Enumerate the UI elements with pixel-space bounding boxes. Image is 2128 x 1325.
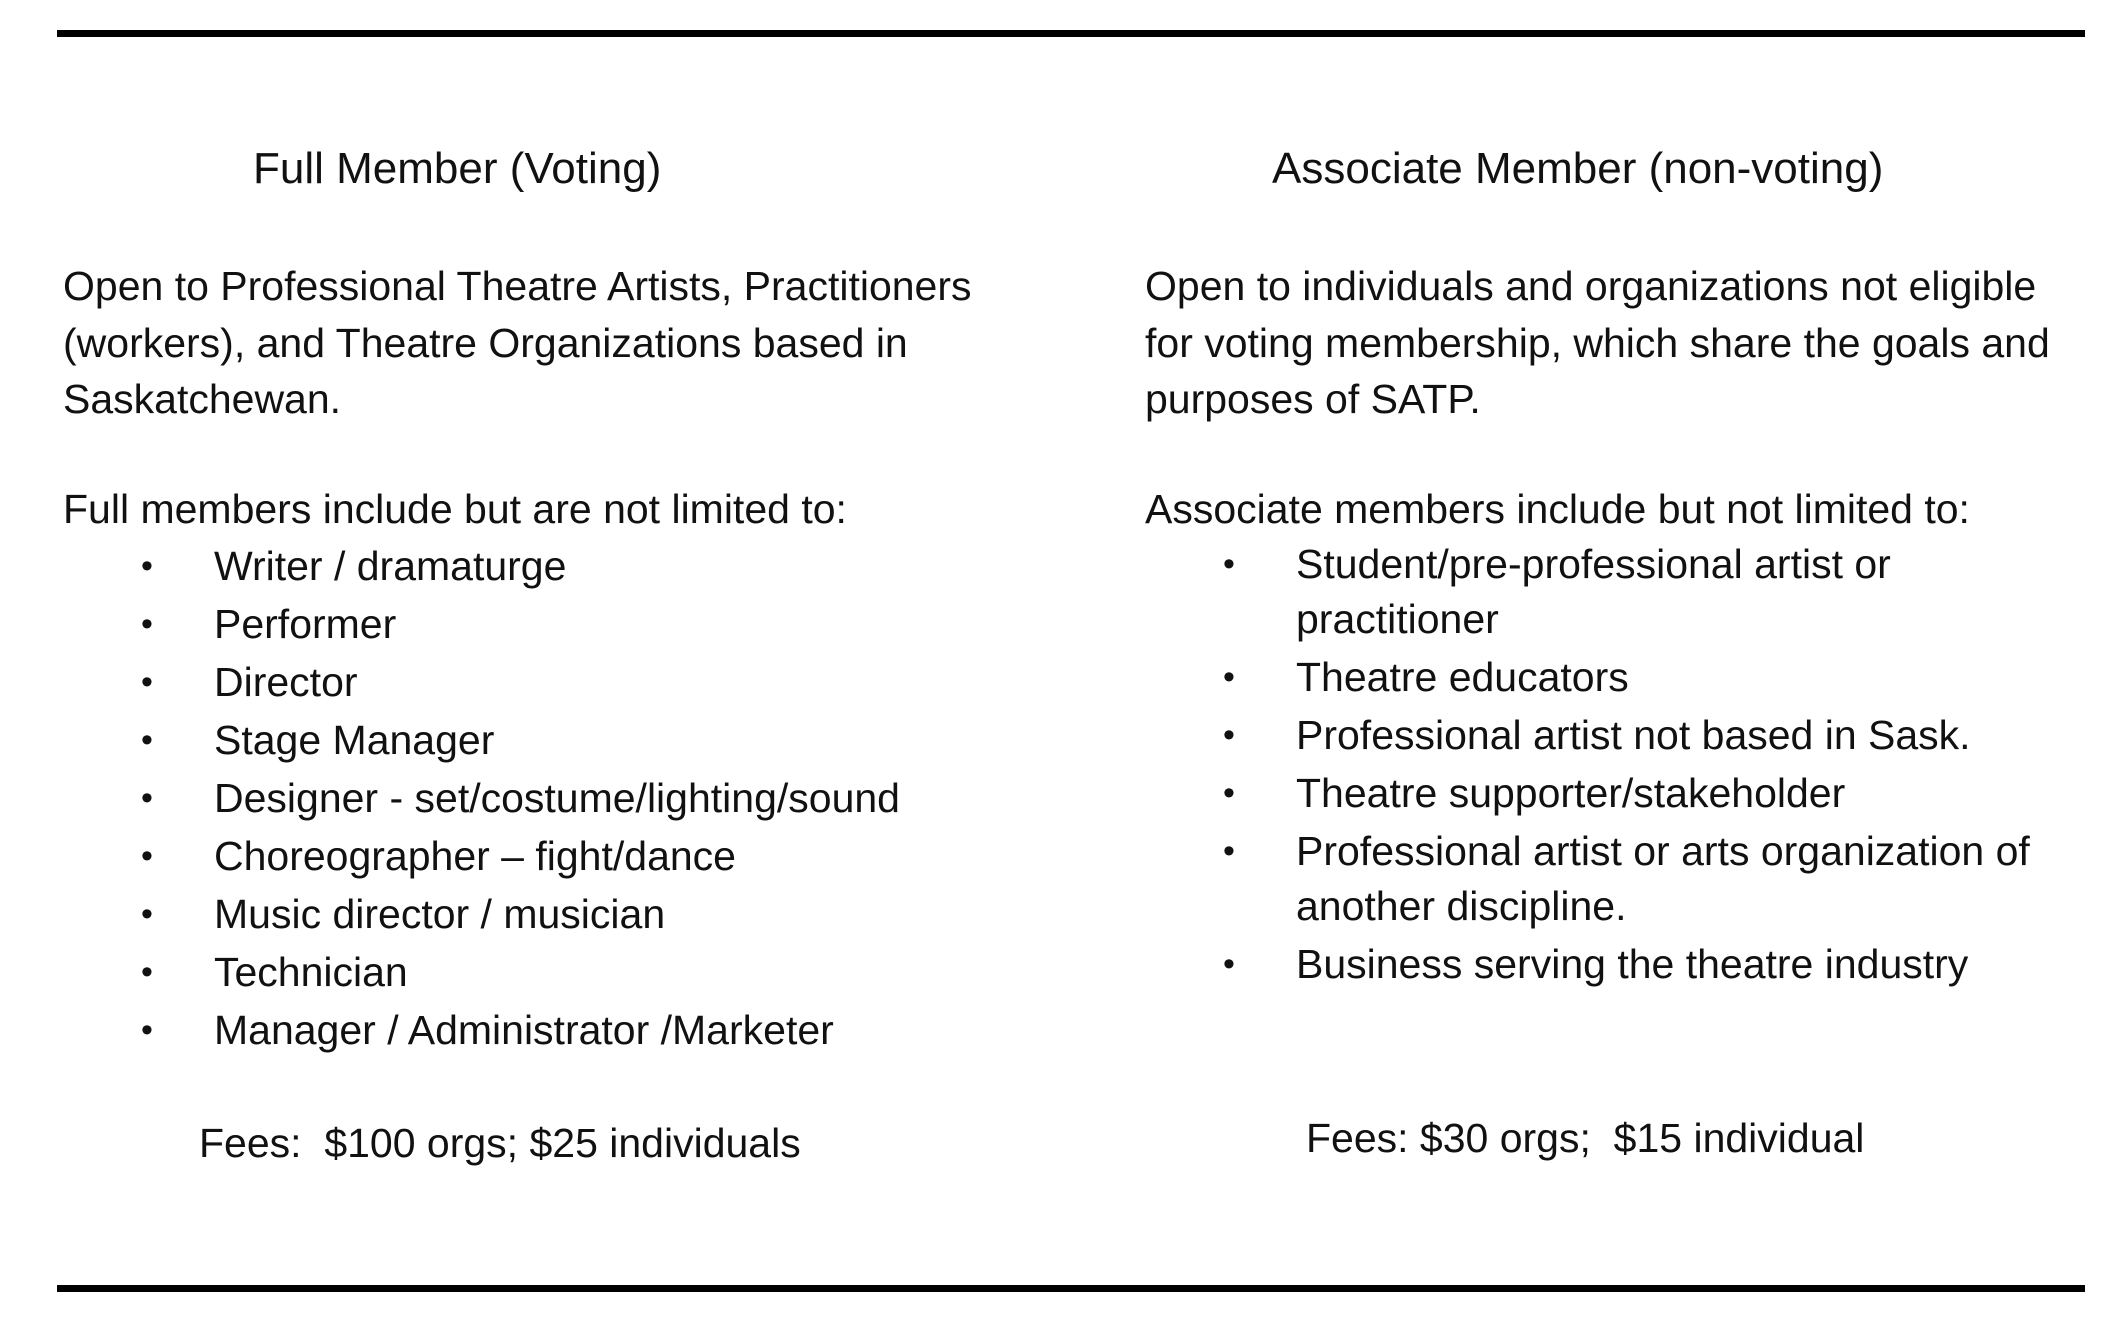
list-item: • Manager / Administrator /Marketer: [63, 1001, 1053, 1059]
list-item: • Professional artist or arts organization of another discipline.: [1145, 824, 2080, 934]
associate-member-heading: Associate Member (non-voting): [1272, 144, 1884, 193]
list-item: • Performer: [63, 595, 1053, 653]
full-member-list: [63, 537, 1053, 1059]
bottom-rule: [57, 1285, 2085, 1292]
bullet-icon: •: [141, 663, 153, 701]
list-item: • Professional artist not based in Sask.: [1145, 708, 2080, 763]
bullet-icon: •: [141, 721, 153, 759]
associate-member-fees: Fees: $30 orgs; $15 individual: [1306, 1115, 1865, 1161]
bullet-icon: •: [141, 895, 153, 933]
bullet-icon: •: [1223, 716, 1235, 754]
associate-member-list: [1145, 537, 2080, 995]
bullet-icon: •: [1223, 945, 1235, 983]
bullet-icon: •: [141, 1011, 153, 1049]
associate-member-list-intro: Associate members include but not limited to:: [1145, 486, 1970, 532]
full-member-list-intro: Full members include but are not limited to:: [63, 486, 847, 532]
bullet-icon: •: [1223, 774, 1235, 812]
list-item: • Music director / musician: [63, 885, 1053, 943]
list-item: • Student/pre-professional artist or practitioner: [1145, 537, 2080, 647]
bullet-icon: •: [1223, 545, 1235, 583]
list-item: • Theatre educators: [1145, 650, 2080, 705]
list-item: • Writer / dramaturge: [63, 537, 1053, 595]
full-member-fees: Fees: $100 orgs; $25 individuals: [199, 1120, 801, 1166]
associate-member-intro: Open to individuals and organizations not eligible for voting membership, which share the goals and purposes of SATP.: [1145, 263, 2050, 422]
bullet-icon: •: [141, 953, 153, 991]
list-item: • Choreographer – fight/dance: [63, 827, 1053, 885]
list-item: • Theatre supporter/stakeholder: [1145, 766, 2080, 821]
full-member-heading: Full Member (Voting): [253, 144, 662, 193]
bullet-icon: •: [141, 837, 153, 875]
list-item: • Designer - set/costume/lighting/sound: [63, 769, 1053, 827]
bullet-icon: •: [141, 547, 153, 585]
list-item: • Stage Manager: [63, 711, 1053, 769]
bullet-icon: •: [1223, 832, 1235, 870]
list-item: • Technician: [63, 943, 1053, 1001]
bullet-icon: •: [1223, 658, 1235, 696]
bullet-icon: •: [141, 779, 153, 817]
bullet-icon: •: [141, 605, 153, 643]
top-rule: [57, 30, 2085, 37]
list-item: • Director: [63, 653, 1053, 711]
full-member-intro: Open to Professional Theatre Artists, Practitioners (workers), and Theatre Organizations based in Saskatchewan.: [63, 263, 972, 422]
list-item: • Business serving the theatre industry: [1145, 937, 2080, 992]
